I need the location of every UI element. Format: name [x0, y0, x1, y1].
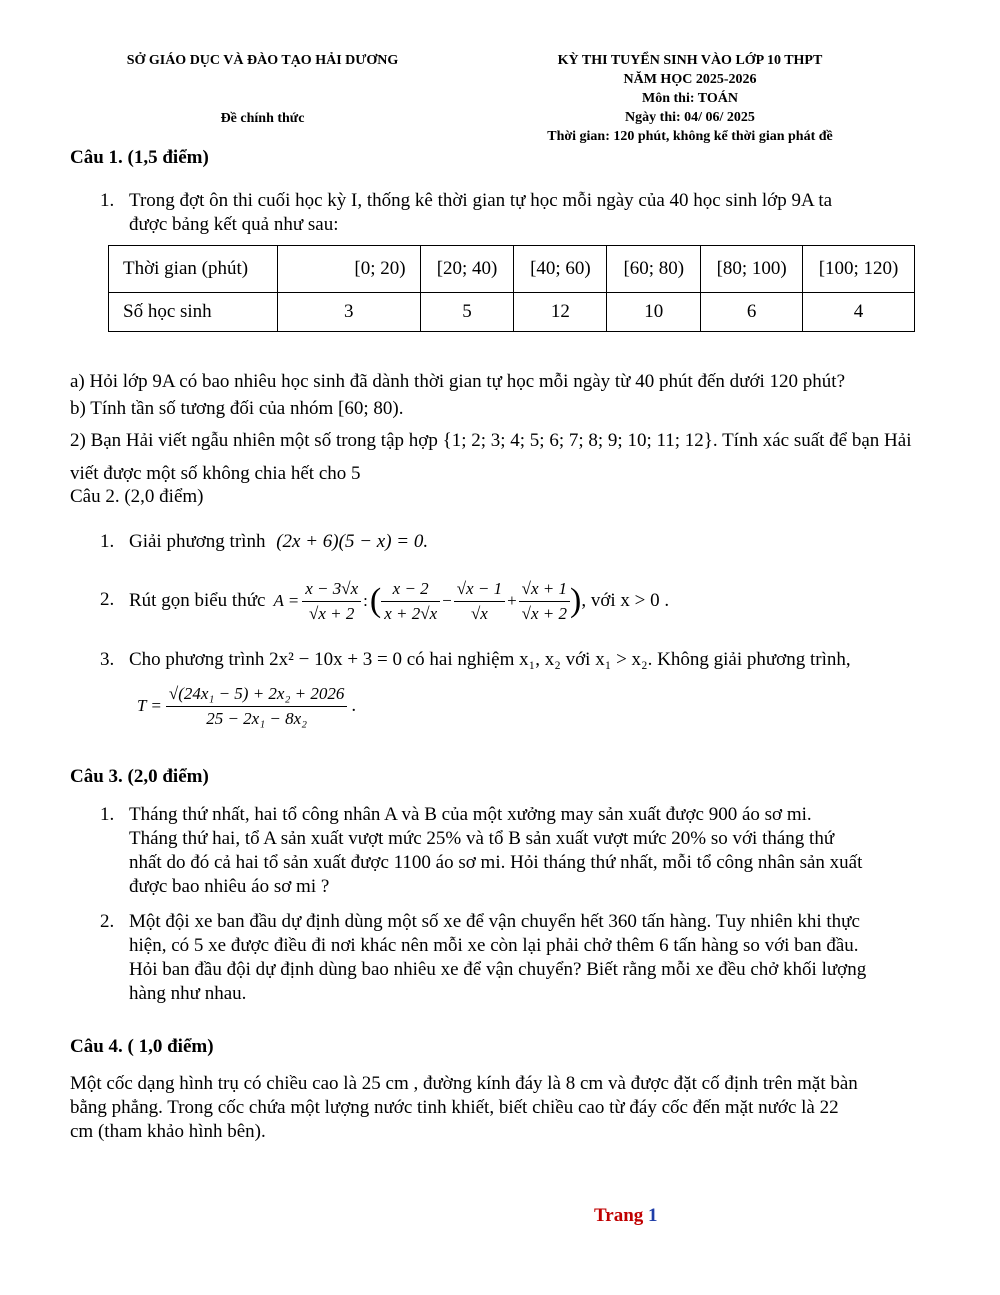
- header-year: NĂM HỌC 2025-2026: [623, 72, 757, 87]
- q3-i1-text: [129, 803, 959, 899]
- table-cell-count: 3: [277, 293, 420, 332]
- q3-i1-line: được bao nhiêu áo sơ mi ?: [129, 876, 330, 897]
- table-cell-count: 10: [607, 293, 701, 332]
- footer-label: Trang: [594, 1205, 644, 1226]
- q4-line: bằng phẳng. Trong cốc chứa một lượng nước tinh khiết, biết chiều cao từ đáy cốc đến mặt nước là 22: [70, 1097, 839, 1118]
- q2-i2-condition: , với x > 0 .: [581, 590, 670, 611]
- q3-i1-number: 1.: [100, 804, 115, 825]
- q2-i1-equation: (2x + 6)(5 − x) = 0.: [276, 531, 429, 552]
- q1-title: Câu 1. (1,5 điểm): [70, 147, 209, 168]
- q2-i1-text: Giải phương trình: [129, 531, 266, 552]
- q2-i3-number: 3.: [100, 649, 115, 670]
- q2-i3-fraction: $\frac{\text{√(24x₁ − 5) + 2x₂ + 2026}}{\text{25 − 2x₁ − 8x₂}}$: [166, 682, 347, 731]
- header-status: Đề chính thức: [220, 111, 305, 126]
- table-cell-interval: [60; 80): [607, 246, 701, 293]
- table-cell-interval: [40; 60): [514, 246, 607, 293]
- q4-line: cm (tham khảo hình bên).: [70, 1121, 266, 1142]
- q4-text: [70, 1072, 970, 1144]
- q3-i2-line: hàng như nhau.: [129, 983, 247, 1004]
- table-header-count: Số học sinh: [109, 293, 278, 332]
- q3-i1-line: nhất do đó cả hai tổ sản xuất được 1100 áo sơ mi. Hỏi tháng thứ nhất, mỗi tổ công nhân sản xuất: [129, 852, 863, 873]
- q4-title: Câu 4. ( 1,0 điểm): [70, 1036, 214, 1057]
- frequency-table: [108, 245, 915, 332]
- q2-i2-number: 2.: [100, 589, 115, 610]
- q2-title: Câu 2. (2,0 điểm): [70, 486, 204, 507]
- q2-i2-plus: +: [507, 591, 517, 610]
- table-cell-interval: [100; 120): [803, 246, 915, 293]
- paren-close: ): [570, 582, 582, 619]
- table-cell-count: 4: [803, 293, 915, 332]
- q1-p1-line2: được bảng kết quả như sau:: [129, 214, 339, 235]
- q2-i3-T: T =: [137, 696, 162, 715]
- header-time: Thời gian: 120 phút, không kể thời gian phát đề: [547, 129, 833, 144]
- q4-line: Một cốc dạng hình trụ có chiều cao là 25 cm , đường kính đáy là 8 cm và được đặt cố định trên mặt bàn: [70, 1073, 858, 1094]
- q2-i2-fraction-4: $\frac{√x + 1}{√x + 2}$: [519, 577, 570, 626]
- q3-i2-line: Hỏi ban đầu đội dự định dùng bao nhiêu xe để vận chuyển? Biết rằng mỗi xe đều chở khối lượng: [129, 959, 867, 980]
- q2-i2-minus: −: [442, 591, 452, 610]
- page-footer: [594, 1205, 658, 1227]
- q3-title: Câu 3. (2,0 điểm): [70, 766, 209, 787]
- header-subject: Môn thi: TOÁN: [642, 91, 738, 106]
- q2-i2-divide: :: [363, 591, 368, 610]
- q1-part-b: b) Tính tần số tương đối của nhóm [60; 80).: [70, 398, 404, 419]
- q2-i1-number: 1.: [100, 531, 115, 552]
- q2-i3-period: .: [351, 695, 357, 716]
- q3-i2-number: 2.: [100, 911, 115, 932]
- q2-i3-line1: Cho phương trình 2x² − 10x + 3 = 0 có hai nghiệm x₁, x₂ với x₁ > x₂. Không giải phương trình,: [129, 649, 851, 670]
- header-date: Ngày thi: 04/ 06/ 2025: [625, 110, 755, 125]
- header-org: SỞ GIÁO DỤC VÀ ĐÀO TẠO HẢI DƯƠNG: [126, 53, 399, 68]
- header-exam: KỲ THI TUYỂN SINH VÀO LỚP 10 THPT: [557, 53, 823, 68]
- q2-i2-fraction-2: $\frac{x - 2}{x + 2√x}$: [381, 577, 440, 626]
- q3-i2-text: [129, 910, 959, 1006]
- q1-p2-line1: 2) Bạn Hải viết ngẫu nhiên một số trong tập hợp {1; 2; 3; 4; 5; 6; 7; 8; 9; 10; 11; 12}. Tính xác suất để bạn Hải: [70, 430, 912, 451]
- q2-i2-fraction-1: $\frac{x - 3√x}{√x + 2}$: [302, 577, 361, 626]
- table-cell-interval: [0; 20): [277, 246, 420, 293]
- q3-i1-line: Tháng thứ hai, tổ A sản xuất vượt mức 25% và tổ B sản xuất vượt mức 20% so với tháng thứ: [129, 828, 835, 849]
- q2-i2-fraction-3: $\frac{√x - 1}{√x}$: [454, 577, 505, 626]
- page-number: 1: [648, 1205, 658, 1226]
- table-header-time: Thời gian (phút): [109, 246, 278, 293]
- q2-i2-A: A =: [273, 591, 300, 610]
- table-cell-interval: [20; 40): [420, 246, 514, 293]
- table-cell-count: 5: [420, 293, 514, 332]
- q3-i2-line: hiện, có 5 xe được điều đi nơi khác nên mỗi xe còn lại phải chở thêm 6 tấn hàng so với ban đầu.: [129, 935, 859, 956]
- paren-open: (: [369, 582, 382, 619]
- table-cell-interval: [80; 100): [701, 246, 803, 293]
- table-row-counts: [109, 293, 915, 332]
- q3-i2-line: Một đội xe ban đầu dự định dùng một số xe để vận chuyển hết 360 tấn hàng. Tuy nhiên khi thực: [129, 911, 860, 932]
- q3-i1-line: Tháng thứ nhất, hai tổ công nhân A và B của một xưởng may sản xuất được 900 áo sơ mi.: [129, 804, 812, 825]
- q2-i2-line: [129, 569, 669, 633]
- table-cell-count: 6: [701, 293, 803, 332]
- q1-p2-line2: viết được một số không chia hết cho 5: [70, 463, 361, 484]
- table-row-intervals: [109, 246, 915, 293]
- q2-i2-text: Rút gọn biểu thức: [129, 590, 266, 611]
- q2-i3-line2: [129, 678, 356, 734]
- q2-i1-line: [129, 530, 428, 554]
- q1-p1-line1: Trong đợt ôn thi cuối học kỳ I, thống kê thời gian tự học mỗi ngày của 40 học sinh lớp 9A ta: [129, 190, 833, 211]
- table-cell-count: 12: [514, 293, 607, 332]
- q1-part-a: a) Hỏi lớp 9A có bao nhiêu học sinh đã dành thời gian tự học mỗi ngày từ 40 phút đến dưới 120 phút?: [70, 371, 846, 392]
- q1-p1-number: 1.: [100, 190, 115, 211]
